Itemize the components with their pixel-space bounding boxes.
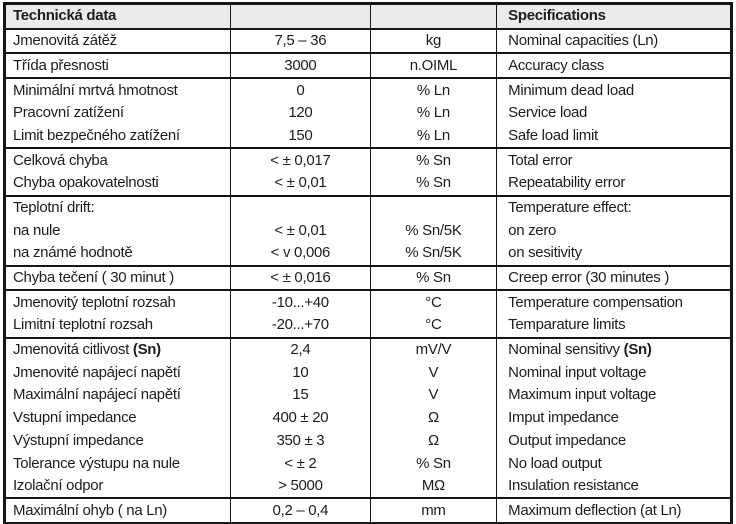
table-row (5, 172, 732, 196)
row-label-en: Repeatability error (497, 172, 732, 196)
row-unit: V (370, 361, 496, 384)
row-value: < v 0,006 (231, 242, 371, 266)
row-label-cz: Limitní teplotní rozsah (13, 316, 153, 334)
row-label-en: Nominal capacities (Ln) (497, 29, 732, 54)
row-value: 0 (231, 78, 371, 102)
spec-table-body (5, 29, 732, 524)
row-label-cz: Pracovní zatížení (13, 104, 124, 122)
row-unit: °C (370, 314, 496, 338)
row-value: 10 (231, 361, 371, 384)
row-value: 7,5 – 36 (231, 29, 371, 54)
row-unit: mm (370, 498, 496, 523)
row-unit: MΩ (370, 475, 496, 499)
row-unit (370, 196, 496, 220)
bold-sn-label: (Sn) (132, 341, 161, 359)
row-value: 350 ± 3 (231, 429, 371, 452)
table-row (5, 102, 732, 125)
row-label-cz: Tolerance výstupu na nule (13, 454, 180, 472)
row-value (231, 196, 371, 220)
row-label-cz: Jmenovitá zátěž (5, 29, 231, 54)
row-label-cz: Třída přesnosti (5, 53, 231, 78)
table-header-row (5, 4, 732, 29)
row-value: 0,2 – 0,4 (231, 498, 371, 523)
row-label-en: Temparature limits (497, 314, 732, 338)
header-technicka-data: Technická data (5, 4, 231, 29)
row-value: < ± 0,017 (231, 148, 371, 172)
row-label-en: Maximum deflection (at Ln) (497, 498, 732, 523)
table-row (5, 53, 732, 78)
header-empty-unit (370, 4, 496, 29)
row-unit: % Sn (370, 172, 496, 196)
row-label-en: Nominal input voltage (497, 361, 732, 384)
table-row (5, 219, 732, 242)
row-value: 15 (231, 384, 371, 407)
row-value: < ± 0,01 (231, 219, 371, 242)
row-unit: Ω (370, 407, 496, 430)
table-row (5, 384, 732, 407)
table-row (5, 452, 732, 475)
header-empty-value (231, 4, 371, 29)
table-row (5, 196, 732, 220)
row-label-cz: na známé hodnotě (13, 244, 133, 262)
table-row (5, 290, 732, 314)
row-label-en: Total error (497, 148, 732, 172)
table-row (5, 361, 732, 384)
row-label-en: Insulation resistance (497, 475, 732, 499)
row-unit: % Sn/5K (370, 219, 496, 242)
row-unit: % Ln (370, 102, 496, 125)
row-unit: % Ln (370, 78, 496, 102)
table-row (5, 475, 732, 499)
row-value: 120 (231, 102, 371, 125)
row-unit: % Sn/5K (370, 242, 496, 266)
row-label-cz: na nule (13, 221, 61, 239)
row-label-cz: Chyba opakovatelnosti (13, 174, 159, 192)
row-value: 3000 (231, 53, 371, 78)
row-label-en: on zero (497, 219, 732, 242)
header-specifications: Specifications (497, 4, 732, 29)
table-row (5, 338, 732, 362)
row-label-cz: Vstupní impedance (13, 409, 137, 427)
row-label-en: No load output (497, 452, 732, 475)
row-label-en: Minimum dead load (497, 78, 732, 102)
row-label-cz: Jmenovité napájecí napětí (13, 363, 181, 381)
row-label-en: Accuracy class (497, 53, 732, 78)
row-label-en: Creep error (30 minutes ) (497, 266, 732, 291)
row-label-cz: Jmenovitá citlivost (Sn) (5, 338, 231, 362)
table-row (5, 266, 732, 291)
row-label-en: Safe load limit (497, 124, 732, 148)
row-label-en: on sesitivity (497, 242, 732, 266)
row-unit: % Sn (370, 452, 496, 475)
row-label-en: Temperature effect: (497, 196, 732, 220)
row-unit: n.OIML (370, 53, 496, 78)
row-label-cz: Limit bezpečného zatížení (13, 126, 180, 144)
row-label-cz: Izolační odpor (13, 477, 104, 495)
row-label-cz: Jmenovitý teplotní rozsah (5, 290, 231, 314)
row-label-cz: Teplotní drift: (5, 196, 231, 220)
row-label-en: Temperature compensation (497, 290, 732, 314)
row-unit: °C (370, 290, 496, 314)
table-row (5, 29, 732, 54)
row-label-en: Nominal sensitivy (Sn) (497, 338, 732, 362)
table-row (5, 498, 732, 523)
table-row (5, 429, 732, 452)
row-value: -10...+40 (231, 290, 371, 314)
row-unit: mV/V (370, 338, 496, 362)
row-value: < ± 0,01 (231, 172, 371, 196)
row-label-cz: Maximální ohyb ( na Ln) (5, 498, 231, 523)
spec-table (3, 2, 733, 524)
table-row (5, 314, 732, 338)
row-unit: % Ln (370, 124, 496, 148)
table-row (5, 148, 732, 172)
row-value: -20...+70 (231, 314, 371, 338)
row-value: 150 (231, 124, 371, 148)
row-label-en: Service load (497, 102, 732, 125)
row-unit: V (370, 384, 496, 407)
row-unit: % Sn (370, 148, 496, 172)
row-value: 2,4 (231, 338, 371, 362)
row-label-cz: Celková chyba (5, 148, 231, 172)
row-label-cz: Výstupní impedance (13, 431, 144, 449)
row-value: 400 ± 20 (231, 407, 371, 430)
table-row (5, 124, 732, 148)
row-value: < ± 2 (231, 452, 371, 475)
table-row (5, 78, 732, 102)
row-unit: % Sn (370, 266, 496, 291)
row-value: < ± 0,016 (231, 266, 371, 291)
row-label-en: Imput impedance (497, 407, 732, 430)
row-label-cz: Minimální mrtvá hmotnost (5, 78, 231, 102)
row-label-en: Output impedance (497, 429, 732, 452)
bold-sn-label: (Sn) (623, 341, 652, 359)
row-label-en: Maximum input voltage (497, 384, 732, 407)
table-row (5, 407, 732, 430)
row-unit: kg (370, 29, 496, 54)
row-value: > 5000 (231, 475, 371, 499)
row-unit: Ω (370, 429, 496, 452)
row-label-cz: Chyba tečení ( 30 minut ) (5, 266, 231, 291)
table-row (5, 242, 732, 266)
row-label-cz: Maximální napájecí napětí (13, 386, 181, 404)
